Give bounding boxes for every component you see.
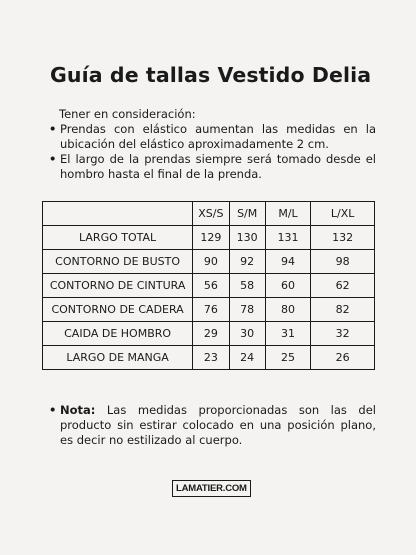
table-cell: 98 [311, 250, 375, 274]
table-cell: 90 [193, 250, 229, 274]
table-cell: 62 [311, 274, 375, 298]
consideration-text: El largo de la prendas siempre será tomado desde el hombro hasta el final de la prenda. [60, 152, 376, 181]
table-header-cell: S/M [229, 202, 265, 226]
note-text: Las medidas proporcionadas son las del producto sin estirar colocado en una posición plano, es decir no estilizado al cuerpo. [60, 403, 376, 447]
row-label: CONTORNO DE BUSTO [43, 250, 193, 274]
table-cell: 78 [229, 298, 265, 322]
table-cell: 80 [265, 298, 311, 322]
table-cell: 29 [193, 322, 229, 346]
consideration-item [49, 152, 376, 182]
table-cell: 56 [193, 274, 229, 298]
table-cell: 132 [311, 226, 375, 250]
table-cell: 31 [265, 322, 311, 346]
table-cell: 26 [311, 346, 375, 370]
table-cell: 32 [311, 322, 375, 346]
table-cell: 76 [193, 298, 229, 322]
table-header-cell [43, 202, 193, 226]
table-row [43, 274, 375, 298]
bullet-icon: • [49, 152, 57, 166]
bullet-icon: • [49, 122, 57, 136]
page-title: Guía de tallas Vestido Delia [50, 63, 372, 87]
table-row [43, 250, 375, 274]
table-cell: 92 [229, 250, 265, 274]
table-cell: 129 [193, 226, 229, 250]
bullet-icon: • [49, 403, 57, 417]
note-section [49, 403, 376, 448]
consideration-item [49, 122, 376, 152]
brand-logo: LAMATIER.COM [172, 480, 251, 497]
row-label: LARGO TOTAL [43, 226, 193, 250]
row-label: CAIDA DE HOMBRO [43, 322, 193, 346]
table-cell: 30 [229, 322, 265, 346]
table-row [43, 298, 375, 322]
table-cell: 130 [229, 226, 265, 250]
table-row [43, 346, 375, 370]
table-header-cell: XS/S [193, 202, 229, 226]
table-cell: 82 [311, 298, 375, 322]
table-cell: 131 [265, 226, 311, 250]
row-label: CONTORNO DE CINTURA [43, 274, 193, 298]
table-row [43, 322, 375, 346]
consideration-text: Prendas con elástico aumentan las medidas en la ubicación del elástico aproximadamente 2 cm. [60, 122, 376, 151]
table-cell: 58 [229, 274, 265, 298]
table-cell: 25 [265, 346, 311, 370]
considerations-intro: Tener en consideración: [59, 107, 196, 121]
note-item [49, 403, 376, 448]
table-cell: 60 [265, 274, 311, 298]
table-cell: 23 [193, 346, 229, 370]
table-header-cell: L/XL [311, 202, 375, 226]
row-label: LARGO DE MANGA [43, 346, 193, 370]
considerations-section [49, 107, 376, 182]
size-table [42, 201, 375, 370]
table-row [43, 226, 375, 250]
note-label: Nota: [60, 403, 96, 417]
table-cell: 24 [229, 346, 265, 370]
table-header-cell: M/L [265, 202, 311, 226]
row-label: CONTORNO DE CADERA [43, 298, 193, 322]
table-header-row [43, 202, 375, 226]
table-cell: 94 [265, 250, 311, 274]
